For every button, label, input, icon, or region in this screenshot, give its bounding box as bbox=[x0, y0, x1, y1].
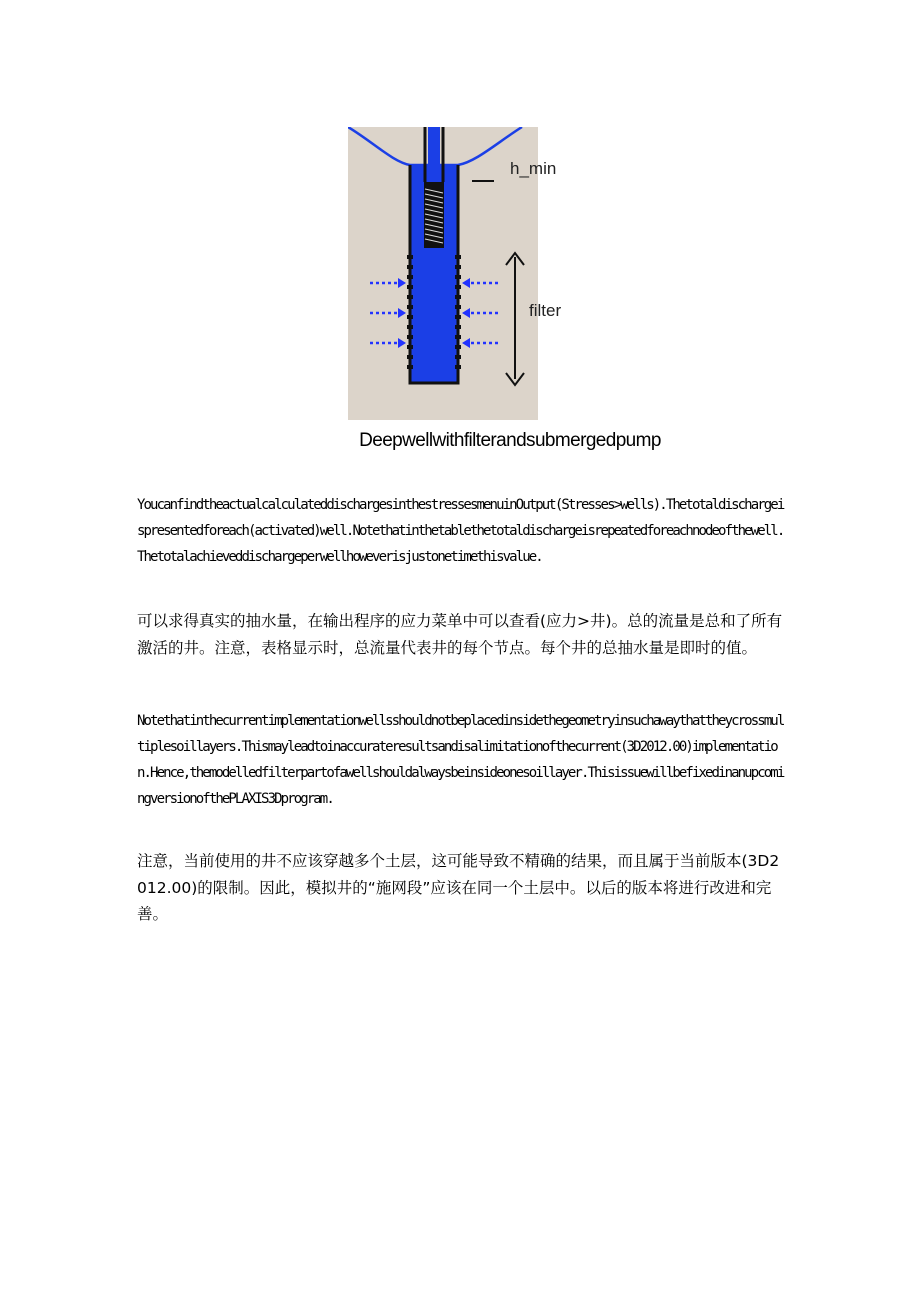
paragraph-limitation-zh: 注意，当前使用的井不应该穿越多个土层，这可能导致不精确的结果，而且属于当前版本(3D2012.00)的限制。因此，模拟井的“施网段”应该在同一个土层中。以后的版本将进行改进和完善。 bbox=[137, 852, 780, 923]
deep-well-diagram bbox=[348, 127, 572, 420]
submerged-pump bbox=[424, 182, 444, 248]
figure-caption: Deepwellwithfilterandsubmergedpump bbox=[359, 430, 661, 451]
h-min-label: h_min bbox=[510, 159, 557, 178]
riser-water bbox=[428, 127, 440, 182]
paragraph-discharge-en: YoucanfindtheactualcalculateddischargesinthestressesmenuinOutput(Stresses>wells).Thetotaldischargeispresentedforeach(activated)well.Notethatinthetablethetotaldischargeisrepeatedforeachnodeofthewell.Thetotalachieveddischargeperwellhoweverisjustonetimethisvalue. bbox=[137, 497, 784, 565]
filter-label: filter bbox=[529, 301, 562, 320]
deep-well-figure bbox=[348, 127, 572, 420]
paragraph-discharge-zh: 可以求得真实的抽水量，在输出程序的应力菜单中可以查看(应力>井)。总的流量是总和了所有激活的井。注意，表格显示时，总流量代表井的每个节点。每个井的总抽水量是即时的值。 bbox=[137, 612, 783, 657]
paragraph-limitation-en: Notethatinthecurrentimplementationwellsshouldnotbeplacedinsidethegeometryinsuchawaythattheycrossmultiplesoillayers.Thismayleadtoinaccurateresultsandisalimitationofthecurrent(3D2012.00)implementation.Hence,themodelledfilterpartofawellshouldalwaysbeinsideonesoillayer.ThisissuewillbefixedinanupcomingversionofthePLAXIS3Dprogram. bbox=[137, 713, 784, 807]
